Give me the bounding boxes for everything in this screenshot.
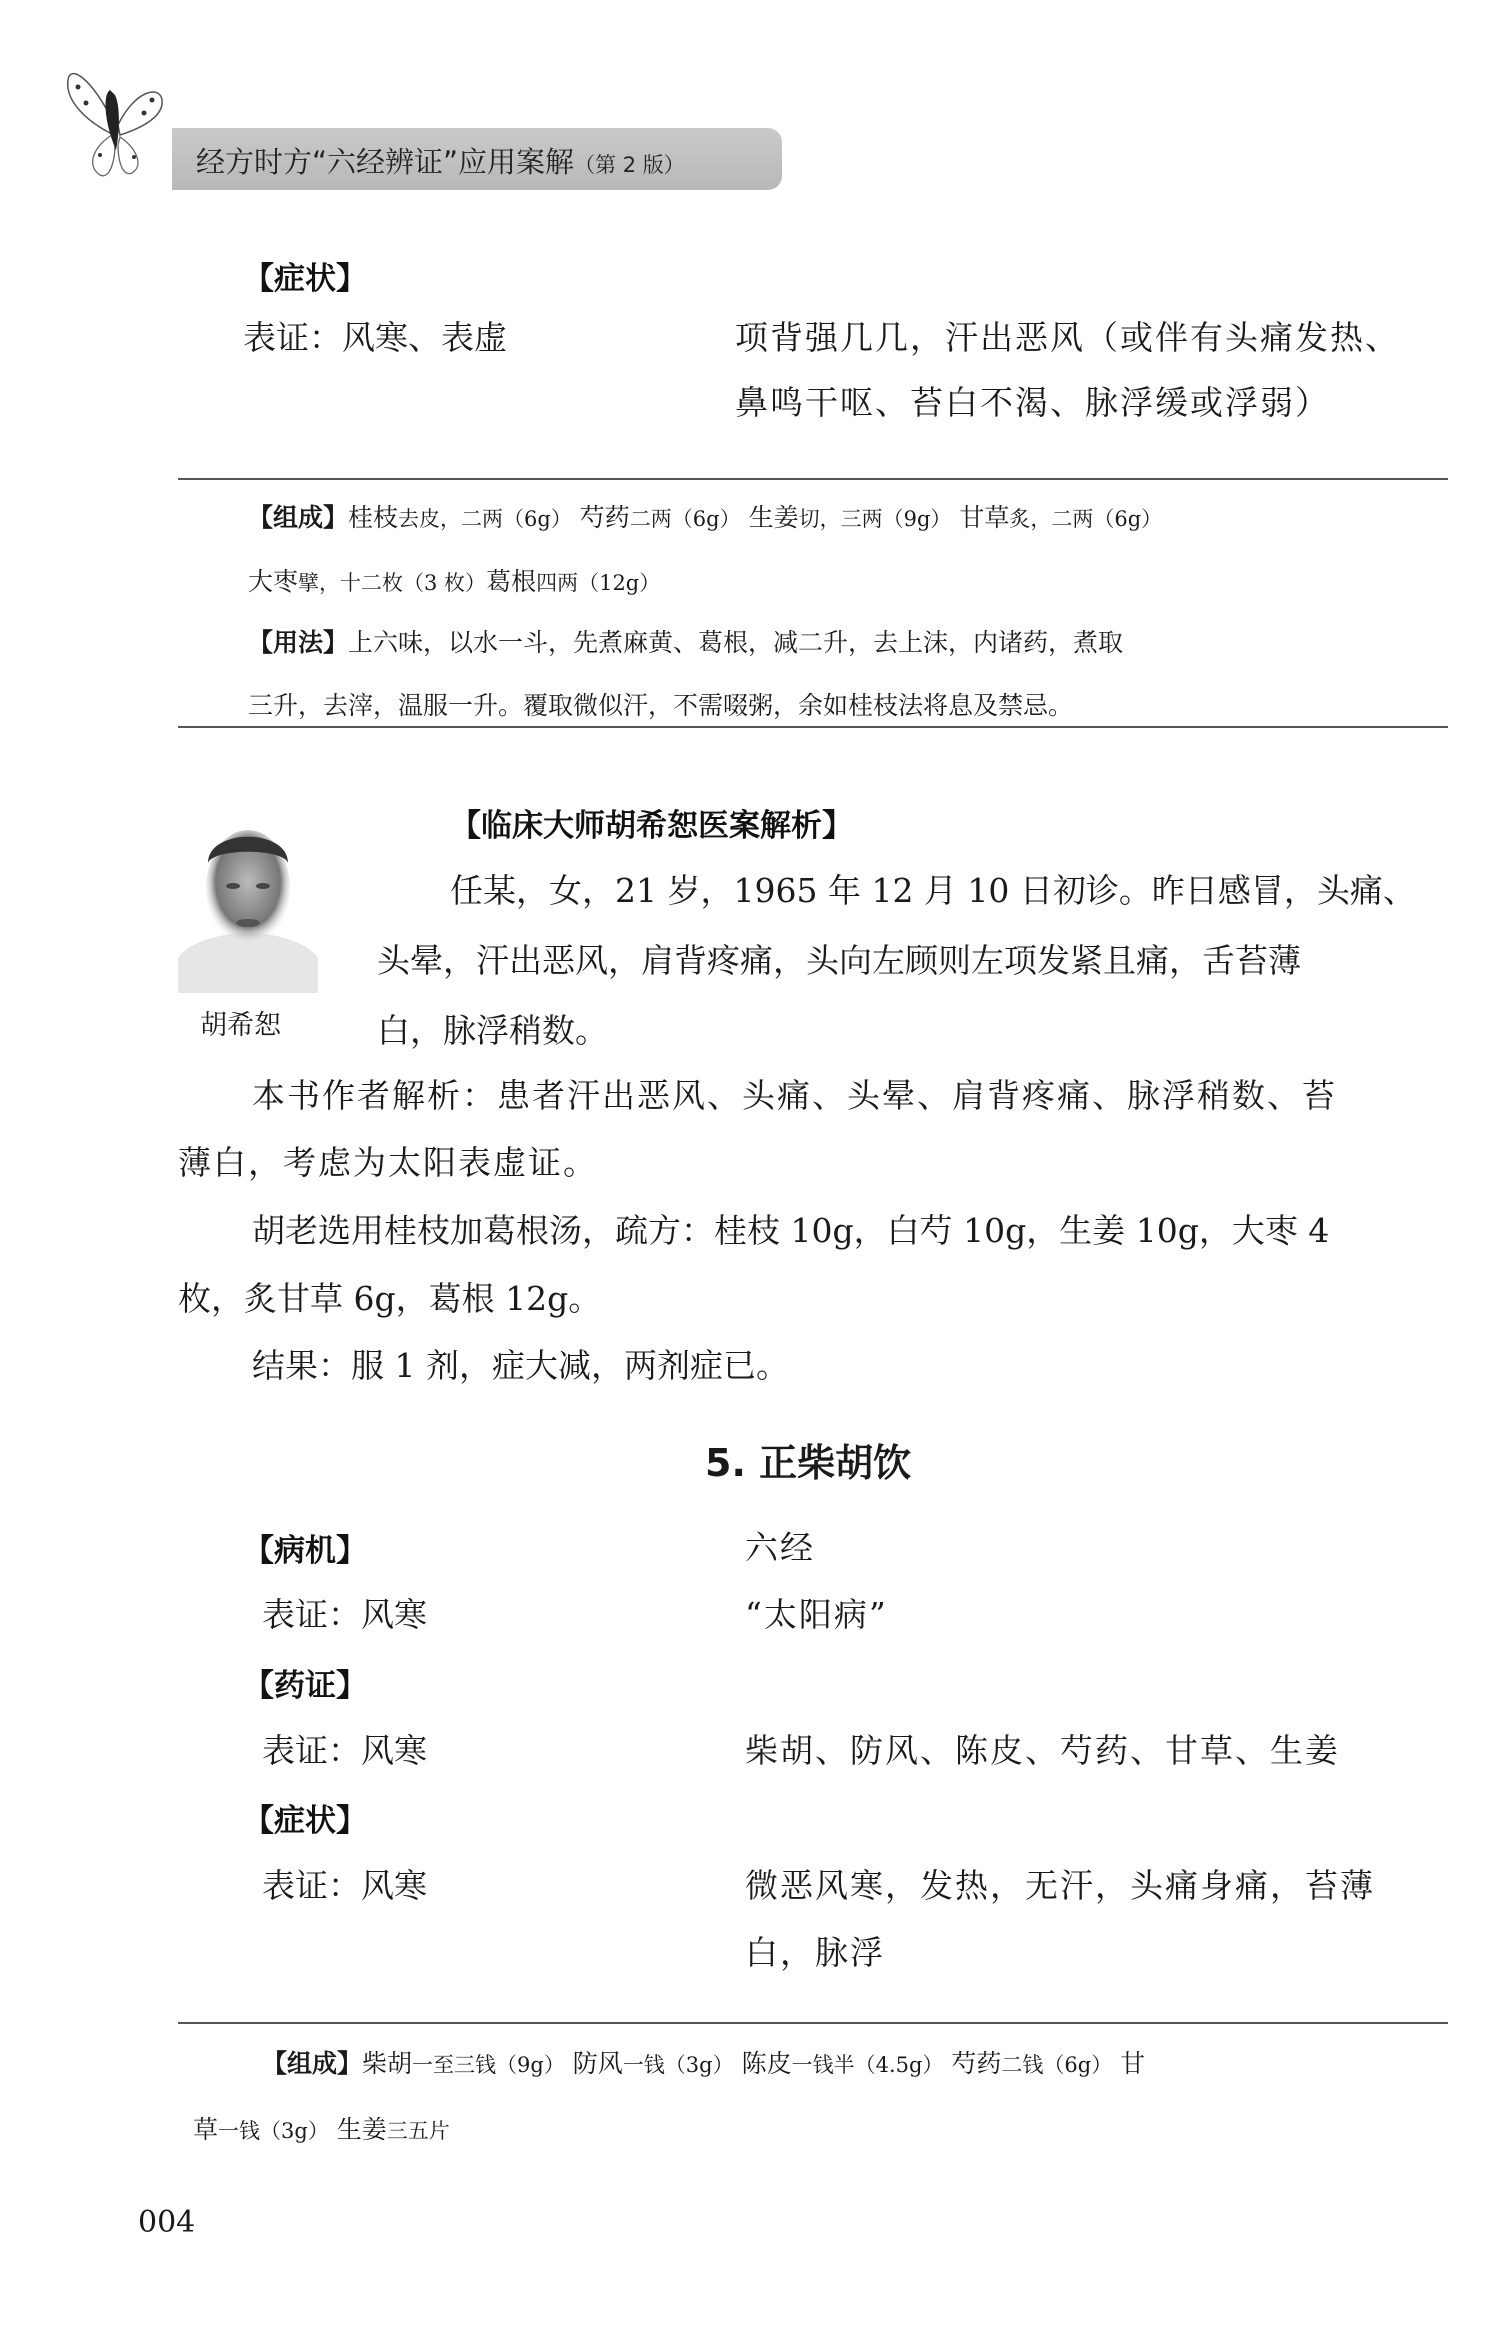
case-line-1: 任某，女，21 岁，1965 年 12 月 10 日初诊。昨日感冒，头痛、: [450, 871, 1416, 910]
composition-line-2: [248, 552, 660, 613]
header-banner: [172, 128, 782, 190]
herb-name: 柴胡: [362, 2049, 413, 2078]
herb-name: 生姜: [336, 2115, 387, 2144]
drug-list: 柴胡、防风、陈皮、芍药、甘草、生姜: [745, 1731, 1340, 1770]
herb-dose: 去皮，二两（6g）: [398, 507, 572, 531]
pathogenesis-right-1: 六经: [745, 1528, 815, 1567]
book-title-text: 经方时方“六经辨证”应用案解: [196, 145, 575, 179]
pathogenesis-category: 表证：风寒: [262, 1595, 427, 1634]
herb-name: 芍药: [579, 503, 630, 532]
case-line-2: 头晕，汗出恶风，肩背疼痛，头向左顾则左项发紧且痛，舌苔薄: [377, 941, 1301, 980]
edition-text: （第 2 版）: [574, 153, 685, 177]
herb-dose: 一钱半（4.5g）: [791, 2053, 944, 2077]
herb-name: 桂枝: [348, 503, 399, 532]
author-analysis-line-2: 薄白，考虑为太阳表虚证。: [178, 1143, 598, 1182]
prescription-line-1: 胡老选用桂枝加葛根汤，疏方：桂枝 10g，白芍 10g，生姜 10g，大枣 4: [252, 1211, 1330, 1250]
symptoms5-label: 【症状】: [243, 1803, 367, 1839]
symptoms-label: 【症状】: [243, 261, 367, 297]
result-line: 结果：服 1 剂，症大减，两剂症已。: [252, 1346, 789, 1385]
herb-dose: 四两（12g）: [536, 571, 661, 595]
drug-category: 表证：风寒: [262, 1731, 427, 1770]
herb-name: 甘: [1120, 2049, 1146, 2078]
usage-label: 【用法】: [248, 628, 349, 657]
herb-dose: 炙，二两（6g）: [1009, 507, 1163, 531]
composition5-line-1: [262, 2034, 1145, 2095]
butterfly-ornament-icon: [60, 55, 170, 190]
symptoms-category: 表证：风寒、表虚: [243, 318, 507, 357]
divider-section5: [178, 2022, 1448, 2024]
composition5-label: 【组成】: [262, 2049, 363, 2078]
herb-name: 生姜: [748, 503, 799, 532]
herb-dose: 一钱（3g）: [218, 2119, 329, 2143]
usage-line-2: 三升，去滓，温服一升。覆取微似汗，不需啜粥，余如桂枝法将息及禁忌。: [248, 691, 1074, 720]
herb-dose: 二钱（6g）: [1001, 2053, 1113, 2077]
symptoms5-line-1: 微恶风寒，发热，无汗，头痛身痛，苔薄: [745, 1866, 1375, 1905]
usage-line-1: [248, 613, 1123, 673]
case-line-3: 白，脉浮稍数。: [377, 1011, 608, 1050]
herb-name: 防风: [572, 2049, 623, 2078]
divider-top: [178, 478, 1448, 480]
portrait-caption: 胡希恕: [200, 1010, 281, 1041]
herb-name: 草: [193, 2115, 219, 2144]
drug-label: 【药证】: [243, 1668, 367, 1704]
symptoms5-line-2: 白，脉浮: [745, 1933, 885, 1972]
herb-dose: 切，三两（9g）: [798, 507, 952, 531]
divider-bottom: [178, 726, 1448, 728]
composition5-line-2: [193, 2100, 450, 2161]
herb-name: 芍药: [951, 2049, 1002, 2078]
composition-line-1: [248, 488, 1162, 549]
book-title: [196, 140, 685, 181]
symptoms-desc-line-2: 鼻鸣干呕、苔白不渴、脉浮缓或浮弱）: [735, 383, 1330, 422]
herb-dose: 一钱（3g）: [622, 2053, 734, 2077]
page-number: 004: [138, 2205, 196, 2240]
section-title: 5. 正柴胡饮: [705, 1441, 912, 1485]
herb-dose: 二两（6g）: [629, 507, 741, 531]
prescription-line-2: 枚，炙甘草 6g，葛根 12g。: [178, 1279, 602, 1318]
symptoms-desc-line-1: 项背强几几，汗出恶风（或伴有头痛发热、: [735, 318, 1400, 357]
herb-name: 大枣: [248, 567, 299, 596]
case-analysis-title: 【临床大师胡希恕医案解析】: [450, 808, 853, 844]
pathogenesis-right-2: “太阳病”: [745, 1595, 888, 1634]
herb-dose: 擘，十二枚（3 枚）: [298, 571, 487, 595]
herb-name: 甘草: [959, 503, 1010, 532]
symptoms5-category: 表证：风寒: [262, 1866, 427, 1905]
herb-name: 葛根: [486, 567, 537, 596]
author-analysis-line-1: 本书作者解析：患者汗出恶风、头痛、头晕、肩背疼痛、脉浮稍数、苔: [252, 1076, 1337, 1115]
usage-text: 上六味，以水一斗，先煮麻黄、葛根，减二升，去上沫，内诸药，煮取: [348, 628, 1124, 657]
herb-name: 陈皮: [741, 2049, 792, 2078]
composition-label: 【组成】: [248, 503, 349, 532]
herb-dose: 一至三钱（9g）: [412, 2053, 565, 2077]
pathogenesis-label: 【病机】: [243, 1533, 367, 1569]
portrait-photo: [178, 808, 318, 993]
herb-dose: 三五片: [386, 2119, 450, 2143]
